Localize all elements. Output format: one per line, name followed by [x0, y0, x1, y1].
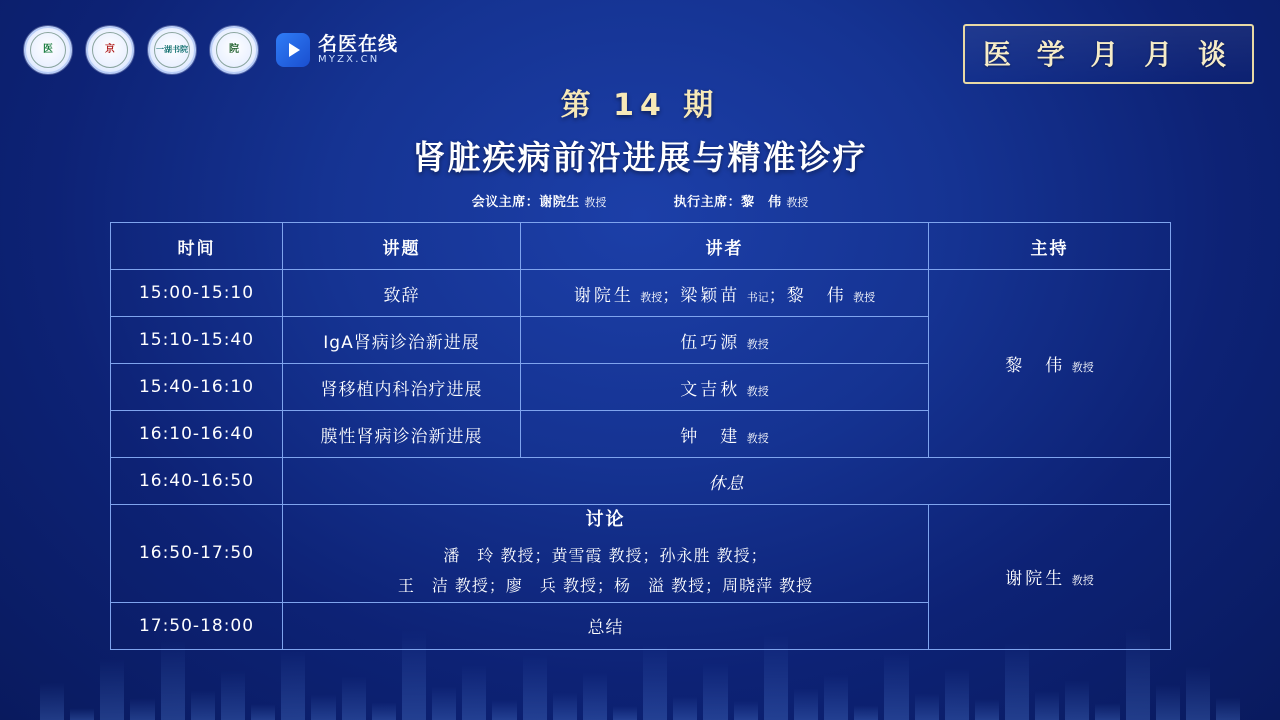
logo-academy-1-icon — [24, 26, 72, 74]
speaker-name: 谢院生 — [573, 285, 634, 306]
speaker-separator: ； — [768, 285, 787, 306]
cell-time: 15:00-15:10 — [111, 270, 283, 317]
brand-logo — [276, 33, 398, 67]
table-row-break — [111, 458, 1171, 505]
speaker-role: 教授 — [746, 384, 769, 398]
speaker-role: 教授 — [640, 290, 663, 304]
logo-academy-3-text: 一湖书院 — [156, 45, 188, 54]
cell-time: 16:40-16:50 — [111, 458, 283, 505]
table-row-discussion — [111, 505, 1171, 603]
speaker-role: 书记 — [746, 290, 769, 304]
discussion-line-1: 潘 玲 教授；黄雪霞 教授；孙永胜 教授； — [443, 546, 768, 565]
table-row — [111, 270, 1171, 317]
chair-role: 教授 — [584, 196, 607, 209]
cell-host — [929, 270, 1171, 458]
column-header-host: 主持 — [929, 223, 1171, 270]
schedule-table — [110, 222, 1171, 650]
cell-summary-label: 总结 — [283, 602, 929, 649]
cell-speaker — [521, 411, 929, 458]
host-role: 教授 — [1071, 574, 1094, 588]
cell-time: 17:50-18:00 — [111, 602, 283, 649]
logo-academy-2-text: 京 — [105, 44, 115, 55]
logo-academy-3-icon — [148, 26, 196, 74]
cell-time: 16:50-17:50 — [111, 505, 283, 603]
cell-time: 16:10-16:40 — [111, 411, 283, 458]
partner-logos — [24, 26, 398, 74]
speaker-name: 文吉秋 — [680, 379, 741, 400]
chair-name: 谢院生 — [539, 195, 580, 210]
exec-chair-name: 黎 伟 — [741, 195, 782, 210]
speaker-name: 梁颖苗 — [680, 285, 741, 306]
exec-chair-role: 教授 — [786, 196, 809, 209]
cell-topic: 致辞 — [283, 270, 521, 317]
cell-topic: IgA肾病诊治新进展 — [283, 317, 521, 364]
brand-name-en: MYZX.CN — [318, 53, 380, 65]
cell-topic: 肾移植内科治疗进展 — [283, 364, 521, 411]
speaker-name: 钟 建 — [680, 426, 741, 447]
cell-topic: 膜性肾病诊治新进展 — [283, 411, 521, 458]
page-title: 肾脏疾病前沿进展与精准诊疗 — [412, 138, 868, 177]
speaker-role: 教授 — [853, 290, 876, 304]
logo-academy-2-icon — [86, 26, 134, 74]
cell-speaker — [521, 270, 929, 317]
cell-time: 15:10-15:40 — [111, 317, 283, 364]
exec-chair-label: 执行主席： — [673, 195, 742, 210]
host-role: 教授 — [1071, 361, 1094, 374]
program-title — [963, 24, 1254, 84]
cell-time: 15:40-16:10 — [111, 364, 283, 411]
program-title-text: 医 学 月 月 谈 — [983, 38, 1234, 71]
speaker-role: 教授 — [746, 337, 769, 351]
play-icon — [276, 33, 310, 67]
discussion-line-2: 王 洁 教授；廖 兵 教授；杨 溢 教授；周晓萍 教授 — [397, 576, 814, 596]
logo-academy-4-text: 院 — [229, 44, 239, 55]
chair-label: 会议主席： — [471, 195, 540, 210]
host-name: 黎 伟 — [1005, 356, 1066, 376]
cell-host — [929, 505, 1171, 650]
speaker-name: 黎 伟 — [786, 285, 847, 306]
cell-speaker — [521, 364, 929, 411]
headline-block — [0, 80, 1280, 210]
host-name: 谢院生 — [1005, 569, 1066, 590]
chair-line — [0, 191, 1280, 210]
logo-academy-1-text: 医 — [43, 44, 53, 55]
speaker-name: 伍巧源 — [680, 332, 741, 353]
column-header-time: 时间 — [111, 223, 283, 270]
logo-academy-4-icon — [210, 26, 258, 74]
cell-discussion — [283, 505, 929, 603]
speaker-role: 教授 — [746, 431, 769, 445]
brand-name-cn: 名医在线 — [318, 32, 399, 55]
table-header-row — [111, 223, 1171, 270]
discussion-title: 讨论 — [585, 509, 626, 530]
column-header-speaker: 讲者 — [521, 223, 929, 270]
cell-speaker — [521, 317, 929, 364]
speaker-separator: ； — [662, 285, 681, 306]
issue-number: 第 14 期 — [560, 88, 720, 123]
column-header-topic: 讲题 — [283, 223, 521, 270]
cell-break-label: 休息 — [283, 458, 1171, 505]
